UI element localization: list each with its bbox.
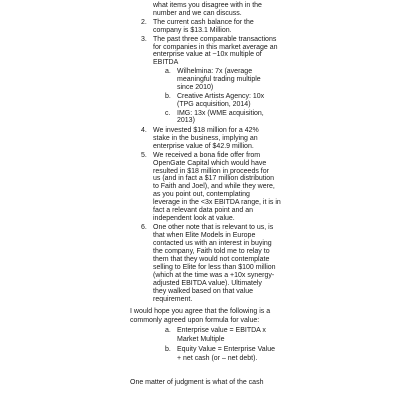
formula-line: Equity Value = Enterprise Value (177, 346, 275, 353)
paragraph-line: One matter of judgment is what of the cash (130, 379, 264, 386)
doc-line: requirement. (153, 295, 193, 303)
doc-line: leverage in the <3x EBITDA range, it is in (153, 199, 281, 207)
item-number: 6. (141, 223, 147, 231)
formula-line: Market Multiple (177, 336, 225, 343)
doc-line: that when Elite Models in Europe (153, 231, 256, 239)
doc-line: company is $13.1 Million. (153, 26, 232, 34)
doc-line: enterprise value at ~10x multiple of (153, 51, 262, 59)
doc-line: independent look at value. (153, 215, 235, 223)
item-number: 3. (141, 35, 147, 43)
doc-line: since 2010) (177, 84, 214, 92)
sub-item-marker: a. (165, 68, 171, 76)
doc-line: number and we can discuss. (153, 10, 242, 18)
doc-line: to Faith and Joel), and while they were, (153, 183, 275, 191)
doc-line: them that they would not contemplate (153, 255, 270, 263)
item-number: 5. (141, 151, 147, 159)
doc-line: The current cash balance for the (153, 18, 254, 26)
doc-line: EBITDA (153, 59, 179, 67)
doc-line: adjusted EBITDA value). Ultimately (153, 279, 262, 287)
doc-line: they walked based on that value (153, 287, 254, 295)
formula-marker: b. (165, 346, 171, 353)
doc-line: contacted us with an interest in buying (153, 239, 272, 247)
sub-item-marker: c. (165, 109, 171, 117)
doc-line: fact a relevant data point and an (153, 207, 254, 215)
doc-line: Wilhelmina: 7x (average (177, 68, 253, 76)
doc-line: the company, Faith told me to relay to (153, 247, 270, 255)
doc-line: meaningful trading multiple (177, 76, 261, 84)
doc-line: The past three comparable transactions (153, 35, 277, 43)
doc-line: 2013) (177, 117, 195, 125)
formula-line: Enterprise value = EBITDA x (177, 327, 266, 334)
paragraph-line: I would hope you agree that the following is a (130, 308, 271, 315)
formula-marker: a. (165, 327, 171, 334)
doc-line: OpenGate Capital which would have (153, 159, 267, 167)
doc-line: selling to Elite for less than $100 million (153, 263, 276, 271)
doc-line: IMG: 13x (WME acquisition, (177, 109, 264, 117)
doc-line: what items you disagree with in the (153, 2, 262, 10)
doc-line: We invested $18 million for a 42% (153, 126, 259, 134)
formula-line: + net cash (or – net debt). (177, 355, 258, 362)
sub-item-marker: b. (165, 92, 171, 100)
paragraph-line: commonly agreed upon formula for value: (130, 317, 260, 324)
doc-line: for companies in this market average an (153, 43, 278, 51)
item-number: 2. (141, 18, 147, 26)
doc-line: resulted in $18 million in proceeds for (153, 167, 269, 175)
doc-line: One other note that is relevant to us, is (153, 223, 274, 231)
doc-line: (which at the time was a +10x synergy- (153, 271, 275, 279)
item-number: 4. (141, 126, 147, 134)
doc-line: us (and in fact a $17 million distribution (153, 175, 275, 183)
doc-line: stake in the business, implying an (153, 134, 258, 142)
doc-line: enterprise value of $42.9 million. (153, 142, 254, 150)
doc-line: Creative Artists Agency: 10x (177, 92, 265, 100)
doc-line: (TPG acquisition, 2014) (177, 100, 251, 108)
doc-line: as you point out, contemplating (153, 191, 250, 199)
doc-line: We received a bona fide offer from (153, 151, 261, 159)
